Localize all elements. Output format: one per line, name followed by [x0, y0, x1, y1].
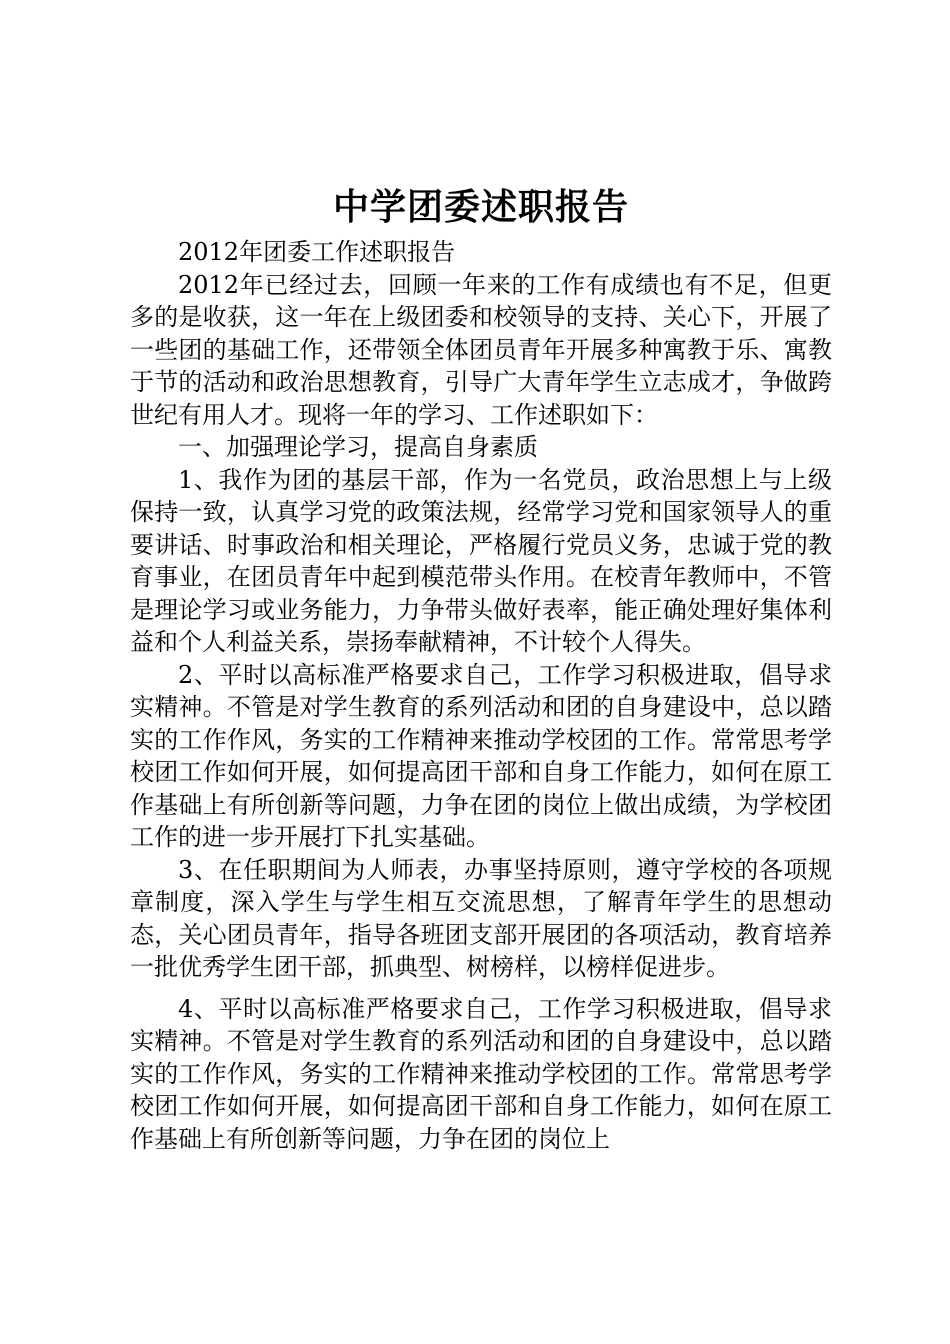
intro-paragraph: 2012年已经过去，回顾一年来的工作有成绩也有不足，但更多的是收获，这一年在上级团委和校领导的支持、关心下，开展了一些团的基础工作，还带领全体团员青年开展多种寓教于乐、寓教于节的活动和政治思想教育，引导广大青年学生立志成才，争做跨世纪有用人才。现将一年的学习、工作述职如下：: [130, 270, 832, 429]
body-paragraph-1: 1、我作为团的基层干部，作为一名党员，政治思想上与上级保持一致，认真学习党的政策法规，经常学习党和国家领导人的重要讲话、时事政治和相关理论，严格履行党员义务，忠诚于党的教育事业，在团员青年中起到模范带头作用。在校青年教师中，不管是理论学习或业务能力，力争带头做好表率，能正确处理好集体利益和个人利益关系，崇扬奉献精神，不计较个人得失。: [130, 465, 832, 656]
section-heading: 一、加强理论学习，提高自身素质: [178, 433, 538, 461]
body-paragraph-4: 4、平时以高标准严格要求自己，工作学习积极进取，倡导求实精神。不管是对学生教育的系列活动和团的自身建设中，总以踏实的工作作风，务实的工作精神来推动学校团的工作。常常思考学校团工作如何开展，如何提高团干部和自身工作能力，如何在原工作基础上有所创新等问题，力争在团的岗位上: [130, 994, 832, 1153]
document-title: 中学团委述职报告: [332, 186, 629, 228]
paragraph-gap: [130, 984, 832, 993]
subtitle-paragraph: 2012年团委工作述职报告: [178, 238, 456, 266]
body-paragraph-3: 3、在任职期间为人师表，办事坚持原则，遵守学校的各项规章制度，深入学生与学生相互交流思想，了解青年学生的思想动态，关心团员青年，指导各班团支部开展团的各项活动，教育培养一批优秀学生团干部，抓典型、树榜样，以榜样促进步。: [130, 855, 832, 981]
document-page: [130, 0, 832, 1344]
body-paragraph-2: 2、平时以高标准严格要求自己，工作学习积极进取，倡导求实精神。不管是对学生教育的系列活动和团的自身建设中，总以踏实的工作作风，务实的工作精神来推动学校团的工作。常常思考学校团工作如何开展，如何提高团干部和自身工作能力，如何在原工作基础上有所创新等问题，力争在团的岗位上做出成绩，为学校团工作的进一步开展打下扎实基础。: [130, 660, 832, 851]
